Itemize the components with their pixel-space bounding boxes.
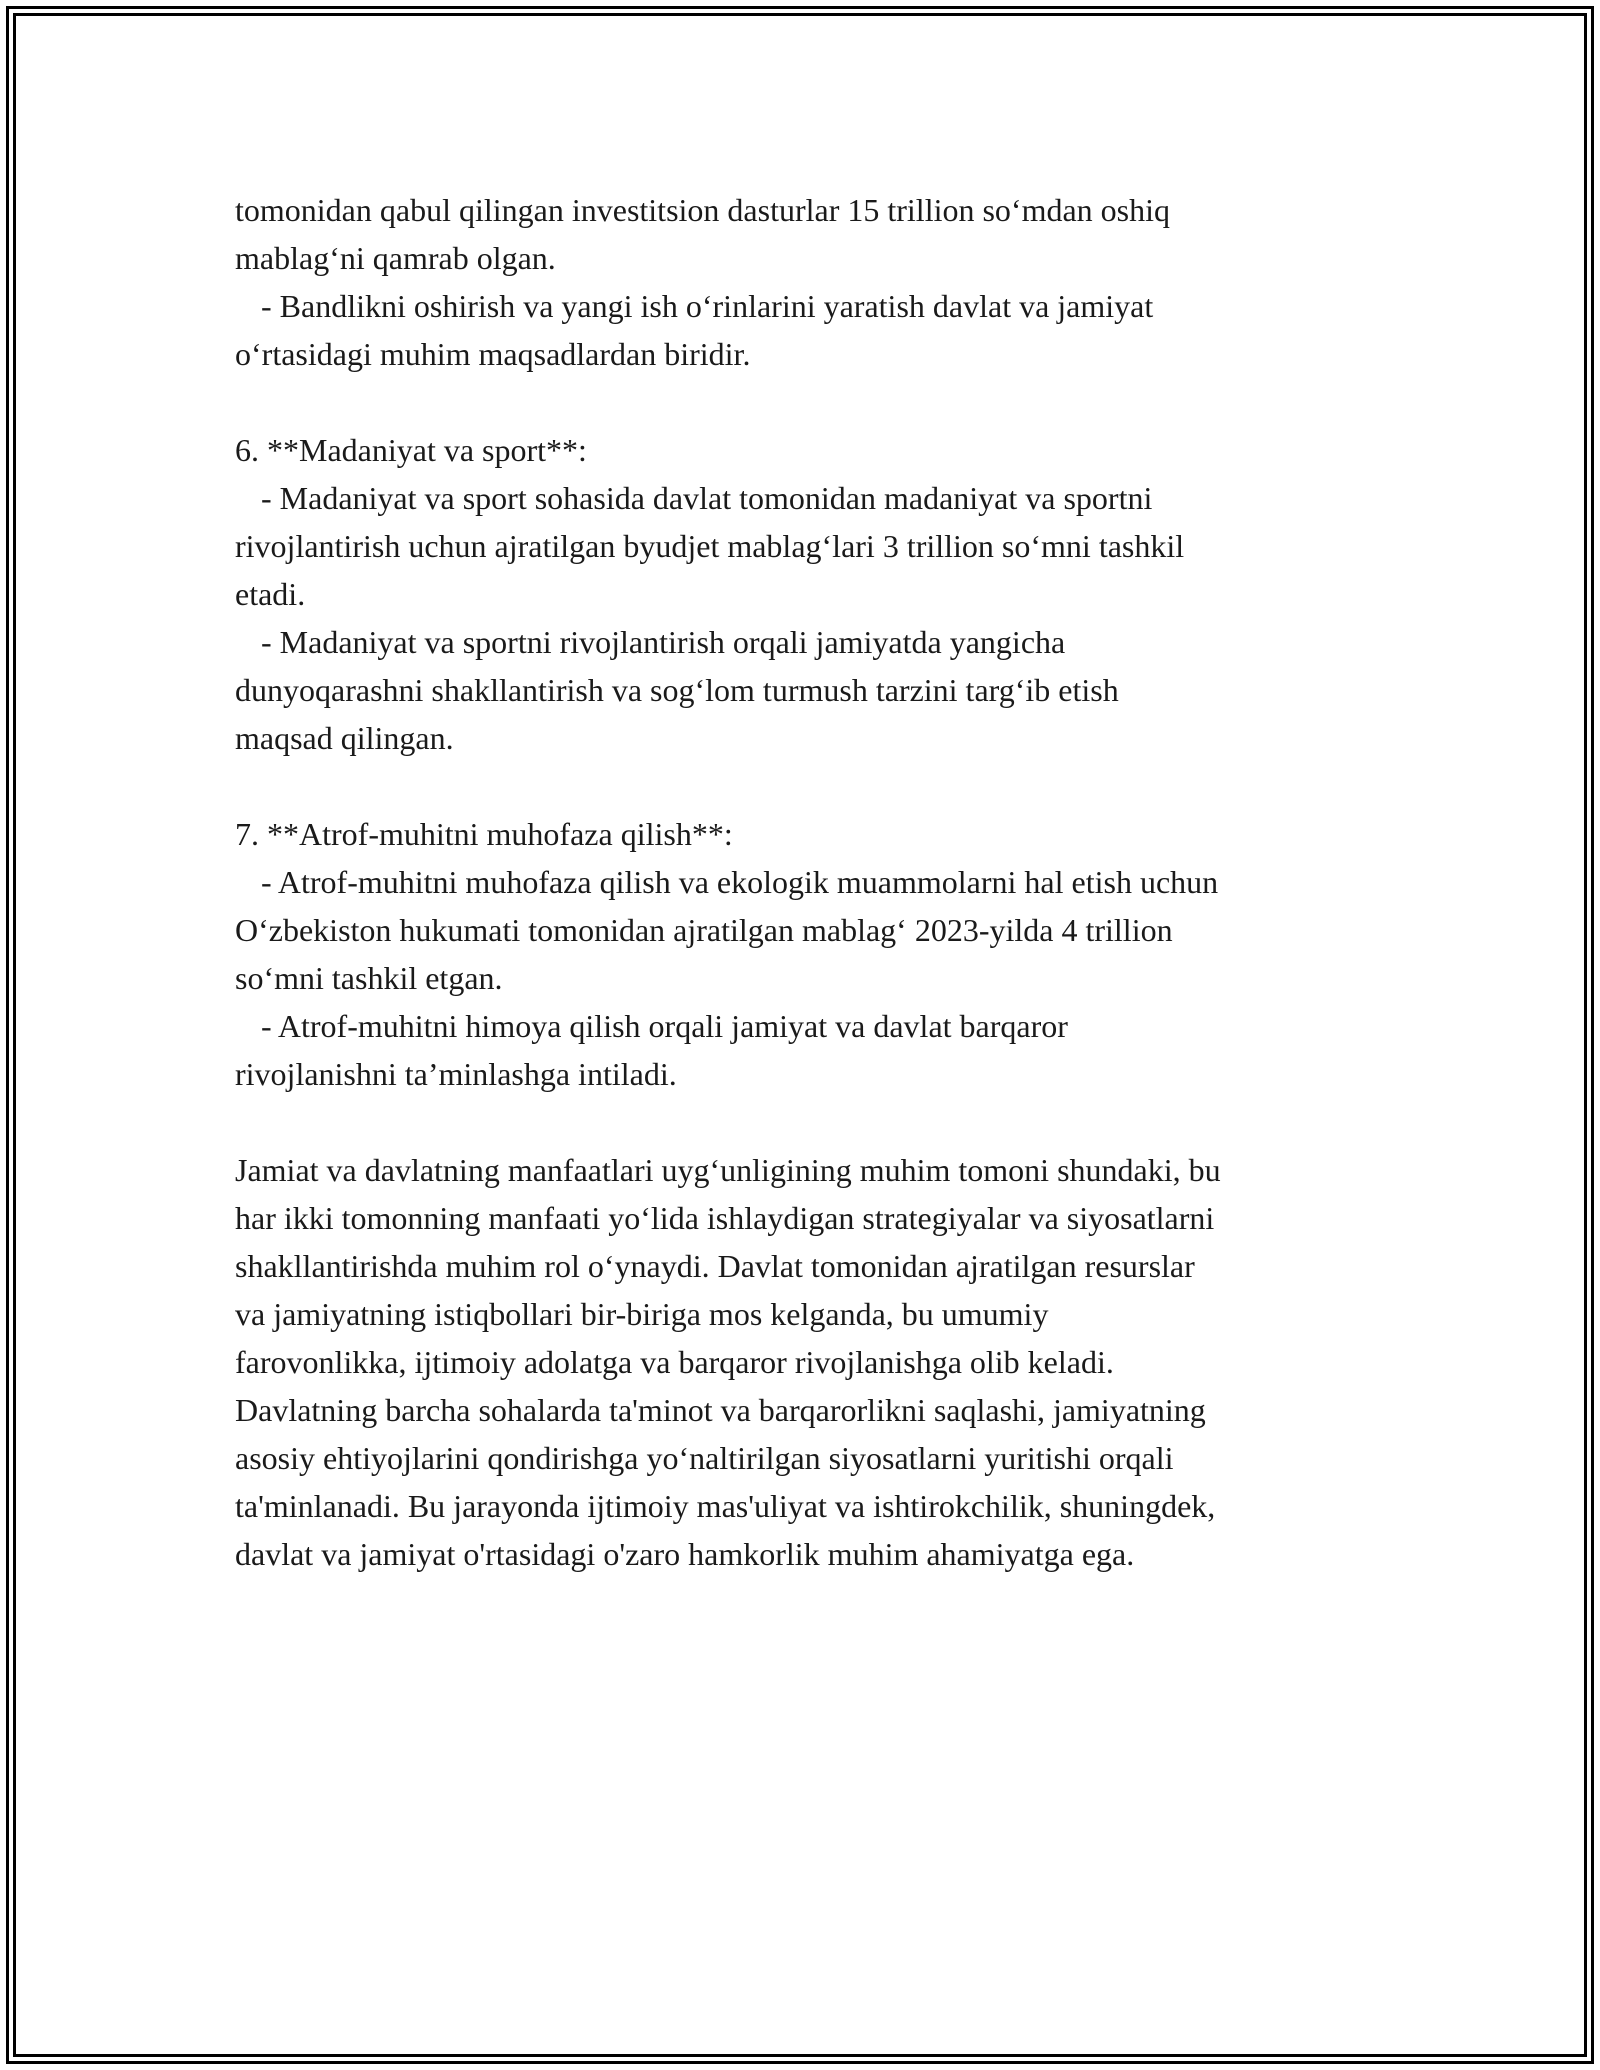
text-line: so‘mni tashkil etgan.: [235, 960, 503, 996]
text-line: O‘zbekiston hukumati tomonidan ajratilgan mablag‘ 2023-yilda 4 trillion: [235, 912, 1173, 948]
text-line: ta'minlanadi. Bu jarayonda ijtimoiy mas'uliyat va ishtirokchilik, shuningdek,: [235, 1488, 1216, 1524]
text-line: asosiy ehtiyojlarini qondirishga yo‘naltirilgan siyosatlarni yuritishi orqali: [235, 1440, 1174, 1476]
text-line: rivojlanishni ta’minlashga intiladi.: [235, 1056, 677, 1092]
text-line: Davlatning barcha sohalarda ta'minot va barqarorlikni saqlashi, jamiyatning: [235, 1392, 1206, 1428]
employment-bullet: [235, 282, 1385, 378]
section-6: [235, 426, 1385, 762]
text-line: davlat va jamiyat o'rtasidagi o'zaro hamkorlik muhim ahamiyatga ega.: [235, 1536, 1135, 1572]
section-7: [235, 810, 1385, 1098]
conclusion-paragraph: [235, 1146, 1385, 1578]
text-line: etadi.: [235, 576, 306, 612]
text-line: shakllantirishda muhim rol o‘ynaydi. Davlat tomonidan ajratilgan resurslar: [235, 1248, 1195, 1284]
text-line: dunyoqarashni shakllantirish va sog‘lom turmush tarzini targ‘ib etish: [235, 672, 1119, 708]
document-body: [235, 186, 1385, 1578]
intro-continuation: [235, 186, 1385, 282]
section-6-heading: 6. **Madaniyat va sport**:: [235, 432, 587, 468]
section-7-heading: 7. **Atrof-muhitni muhofaza qilish**:: [235, 816, 733, 852]
text-line: farovonlikka, ijtimoiy adolatga va barqaror rivojlanishga olib keladi.: [235, 1344, 1114, 1380]
text-line: har ikki tomonning manfaati yo‘lida ishlaydigan strategiyalar va siyosatlarni: [235, 1200, 1215, 1236]
text-line: Jamiat va davlatning manfaatlari uyg‘unligining muhim tomoni shundaki, bu: [235, 1152, 1221, 1188]
paragraph-gap: [235, 1098, 1385, 1146]
text-line: tomonidan qabul qilingan investitsion dasturlar 15 trillion so‘mdan oshiq: [235, 192, 1171, 228]
bullet-line: - Madaniyat va sportni rivojlantirish orqali jamiyatda yangicha: [261, 624, 1066, 660]
paragraph-gap: [235, 378, 1385, 426]
text-line: rivojlantirish uchun ajratilgan byudjet mablag‘lari 3 trillion so‘mni tashkil: [235, 528, 1185, 564]
bullet-line: - Bandlikni oshirish va yangi ish o‘rinlarini yaratish davlat va jamiyat: [261, 288, 1154, 324]
text-line: va jamiyatning istiqbollari bir-biriga mos kelganda, bu umumiy: [235, 1296, 1049, 1332]
text-line: o‘rtasidagi muhim maqsadlardan biridir.: [235, 336, 751, 372]
bullet-line: - Madaniyat va sport sohasida davlat tomonidan madaniyat va sportni: [261, 480, 1153, 516]
text-line: mablag‘ni qamrab olgan.: [235, 240, 556, 276]
bullet-line: - Atrof-muhitni muhofaza qilish va ekologik muammolarni hal etish uchun: [261, 864, 1219, 900]
bullet-line: - Atrof-muhitni himoya qilish orqali jamiyat va davlat barqaror: [261, 1008, 1068, 1044]
paragraph-gap: [235, 762, 1385, 810]
text-line: maqsad qilingan.: [235, 720, 454, 756]
